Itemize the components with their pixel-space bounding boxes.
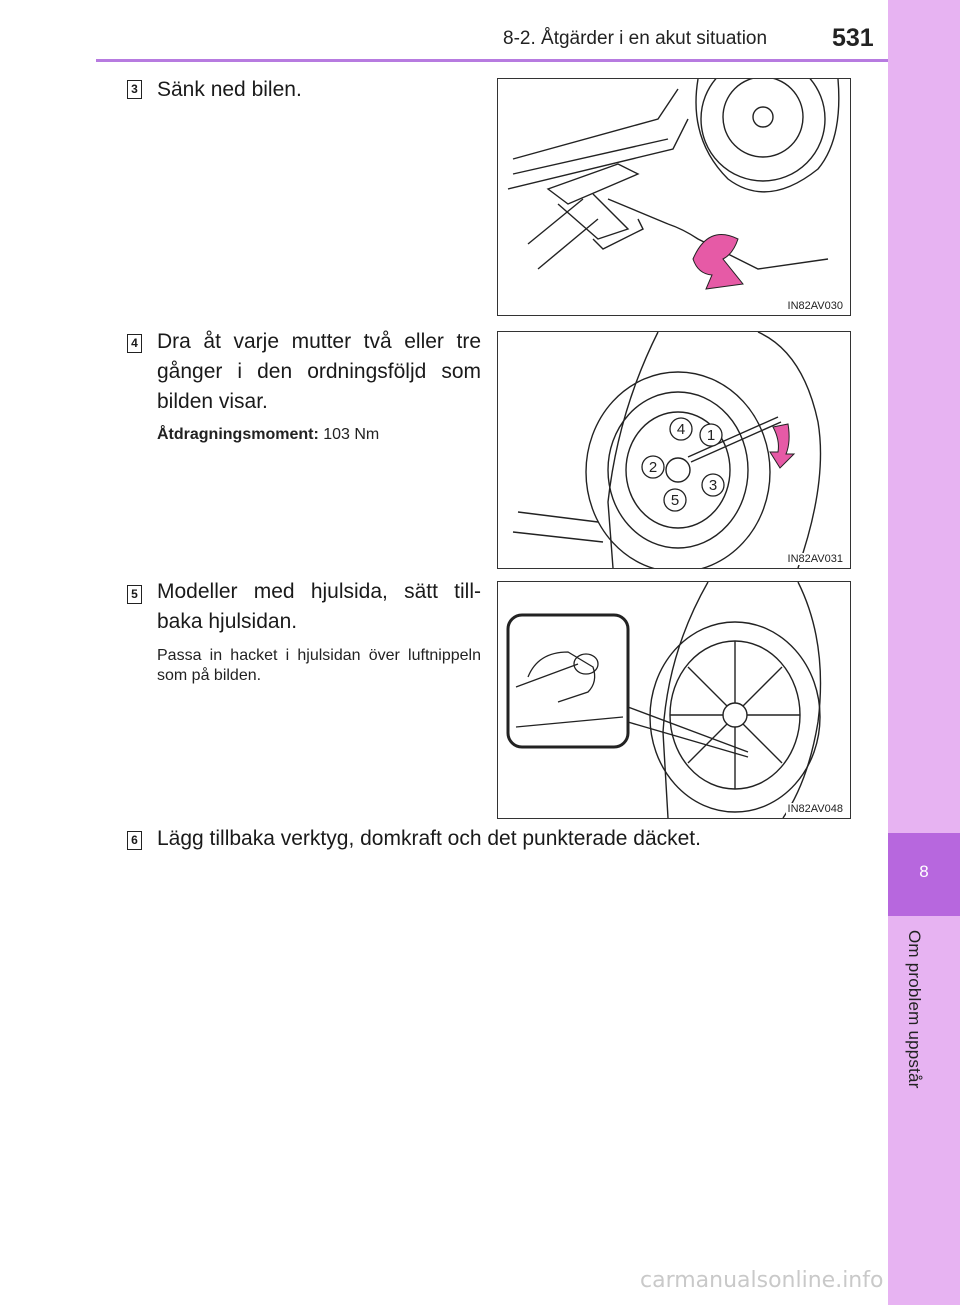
torque-value: 103 Nm bbox=[323, 426, 380, 443]
chapter-sidebar bbox=[888, 0, 960, 1305]
step-number-5: 5 bbox=[127, 585, 142, 604]
step-3-text: Sänk ned bilen. bbox=[157, 78, 302, 101]
torque-label: Åtdragningsmoment: bbox=[157, 426, 319, 443]
torque-spec bbox=[157, 425, 481, 445]
step-5-note: Passa in hacket i hjulsidan över luftnippeln som på bilden. bbox=[157, 647, 481, 684]
lug-label-1: 1 bbox=[706, 427, 716, 444]
lug-label-4: 4 bbox=[676, 421, 686, 438]
header-divider bbox=[96, 59, 888, 62]
figure-tighten-nuts bbox=[497, 331, 851, 569]
chapter-title: Om problem uppstår bbox=[905, 930, 924, 1089]
lug-label-2: 2 bbox=[648, 459, 658, 476]
lug-nut-illustration bbox=[498, 332, 850, 568]
step-5-text: Modeller med hjulsida, sätt till-baka hjulsidan. bbox=[157, 580, 481, 633]
step-6-text: Lägg tillbaka verktyg, domkraft och det punkterade däcket. bbox=[157, 827, 701, 850]
step-number-4: 4 bbox=[127, 334, 142, 353]
page-number: 531 bbox=[832, 24, 874, 52]
step-number-3: 3 bbox=[127, 80, 142, 99]
section-title: 8-2. Åtgärder i en akut situation bbox=[503, 28, 768, 49]
step-4-text: Dra åt varje mutter två eller tre gånger i den ordningsföljd som bilden visar. bbox=[157, 330, 481, 413]
figure-code: IN82AV030 bbox=[787, 300, 843, 312]
wheel-cover-illustration bbox=[498, 582, 850, 818]
chapter-number: 8 bbox=[919, 862, 929, 881]
figure-code: IN82AV031 bbox=[787, 553, 843, 565]
lug-label-5: 5 bbox=[670, 492, 680, 509]
figure-lower-car bbox=[497, 78, 851, 316]
figure-code: IN82AV048 bbox=[787, 803, 843, 815]
watermark: carmanualsonline.info bbox=[640, 1268, 884, 1293]
step-number-6: 6 bbox=[127, 831, 142, 850]
jack-illustration bbox=[498, 79, 850, 315]
figure-wheel-cover bbox=[497, 581, 851, 819]
lug-label-3: 3 bbox=[708, 477, 718, 494]
